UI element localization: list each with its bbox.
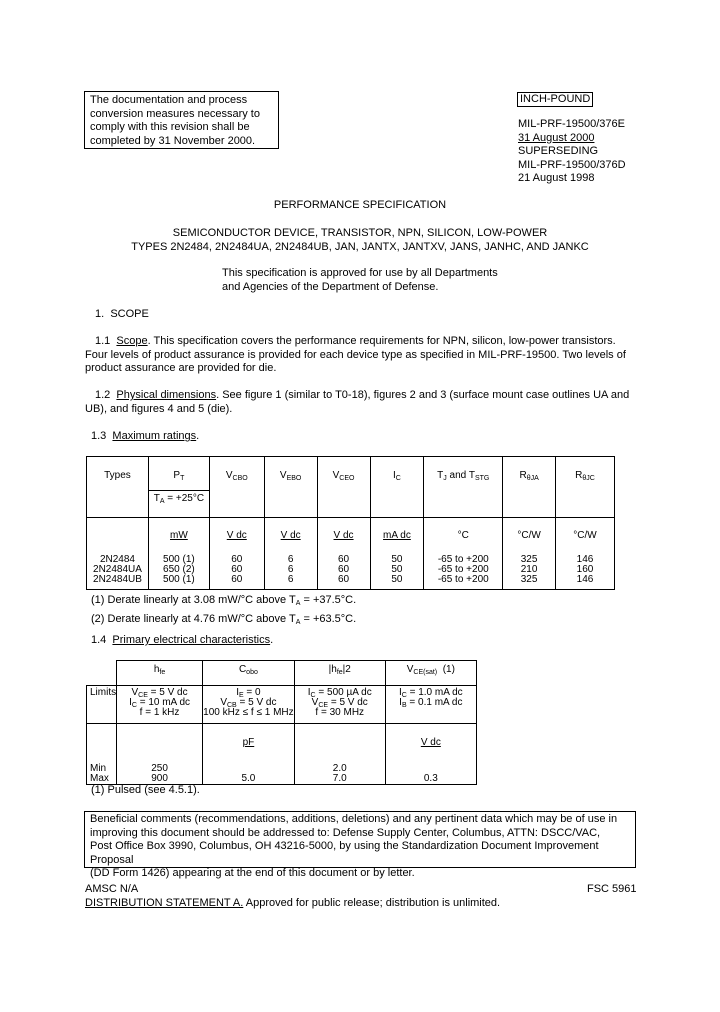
ic-subscript: C (395, 475, 401, 482)
section-1-2 (85, 389, 645, 416)
rja-value: 210 (520, 564, 538, 575)
cond-value: 100 kHz ≤ f ≤ 1 MHz (203, 707, 294, 718)
header-ic (370, 457, 424, 518)
tj-value: -65 to +200 (437, 554, 489, 565)
previous-document-date: 21 August 1998 (518, 172, 595, 184)
header-ta (148, 491, 209, 518)
document-id-block (518, 118, 626, 186)
limits-label: Limits (90, 687, 117, 698)
ic-value: 50 (391, 574, 403, 585)
pt-symbol: P (173, 470, 181, 481)
vceo-symbol: V (332, 470, 340, 481)
previous-document-number: MIL-PRF-19500/376D (518, 158, 626, 171)
tstg-subscript: STG (474, 475, 490, 482)
section-number: 1.1 (95, 335, 111, 347)
cond-value: = 0 (243, 687, 261, 698)
cond-value: = 500 µA dc (315, 687, 372, 698)
cond-value: = 5 V dc (328, 697, 368, 708)
note-text: = +37.5°C. (300, 594, 357, 606)
rjc-value: 146 (576, 574, 594, 585)
cond-symbol: V (220, 697, 227, 708)
cond-subscript: C (310, 692, 316, 699)
types-column (87, 518, 149, 590)
tj-symbol: T (437, 470, 444, 481)
cond-subscript: CE (138, 692, 148, 699)
revision-notice-box (84, 91, 279, 149)
document-subject (0, 227, 720, 254)
distribution-statement (85, 897, 500, 911)
section-title: Scope (116, 335, 148, 347)
vceo-value: 60 (337, 554, 350, 565)
notice-line: conversion measures necessary to (90, 107, 260, 120)
electrical-note: (1) Pulsed (see 4.5.1). (91, 784, 200, 796)
device-type: 2N2484UB (93, 574, 142, 585)
min-label: Min (90, 763, 107, 774)
section-text: Four levels of product assurance is provided for each device type as specified in MIL-PRF-19500. Two levels of (85, 348, 626, 361)
section-title: Primary electrical characteristics (112, 634, 271, 646)
cond-symbol: V (311, 697, 319, 708)
section-text: product assurance are provided for die. (85, 362, 277, 374)
comments-line: Post Office Box 3990, Columbus, OH 43216-5000, by using the Standardization Document Improvement Proposal (90, 840, 599, 866)
approval-line-2: and Agencies of the Department of Defense. (222, 280, 439, 293)
hfe-min-value: 250 (151, 763, 168, 774)
ta-symbol: T (153, 493, 160, 504)
unit-label: °C/W (517, 530, 541, 541)
header-vcbo (209, 457, 264, 518)
vce-max-value: 0.3 (423, 773, 438, 784)
document-title: PERFORMANCE SPECIFICATION (273, 199, 447, 211)
ic-column (370, 518, 424, 590)
header-types (87, 457, 149, 518)
vcbo-symbol: V (225, 470, 233, 481)
tstg-symbol: and T (446, 470, 475, 481)
cobo-symbol: C (238, 664, 247, 675)
maximum-ratings-table (86, 456, 615, 590)
hfe-subscript: fe (159, 669, 166, 676)
section-1-heading (95, 308, 149, 322)
vebo-symbol: V (279, 470, 287, 481)
cond-value: = 10 mA dc (136, 697, 191, 708)
cond-value: = 1.0 mA dc (406, 687, 463, 698)
unit-label: V dc (280, 530, 301, 541)
cond-subscript: CE (318, 702, 329, 709)
limits-label-cell (87, 686, 117, 724)
hfe-symbol: h (153, 664, 160, 675)
document-date: 31 August 2000 (518, 131, 595, 144)
vcbo-value: 60 (231, 564, 243, 575)
approval-line-1: This specification is approved for use by all Departments (222, 267, 498, 279)
section-title: SCOPE (110, 308, 149, 320)
empty-corner (87, 661, 117, 686)
section-number: 1.3 (91, 430, 107, 442)
vebo-subscript: EBO (286, 475, 302, 482)
cond-subscript: C (401, 692, 407, 699)
ta-value: = +25°C (164, 493, 205, 504)
hfe2-suffix: |2 (342, 664, 351, 675)
ta-subscript: A (159, 498, 165, 505)
cobo-conditions (202, 686, 294, 724)
cond-value: = 5 V dc (236, 697, 277, 708)
cond-symbol: I (399, 697, 402, 708)
punctuation: . (196, 430, 200, 442)
punctuation: . (270, 634, 274, 646)
header-rja (503, 457, 556, 518)
section-1-1 (85, 335, 645, 376)
vceo-value: 60 (337, 564, 350, 575)
vce-conditions (385, 686, 476, 724)
rjc-value: 146 (576, 554, 594, 565)
vceo-value: 60 (337, 574, 350, 585)
unit-label: V dc (333, 530, 354, 541)
header-tj-tstg (424, 457, 503, 518)
section-text: . This specification covers the performance requirements for NPN, silicon, low-power transistors. (147, 335, 616, 347)
cond-symbol: I (307, 687, 311, 698)
subject-line-1: SEMICONDUCTOR DEVICE, TRANSISTOR, NPN, SILICON, LOW-POWER (172, 227, 548, 239)
vce-limits (385, 724, 476, 785)
rja-column (503, 518, 556, 590)
max-label: Max (90, 773, 109, 784)
vcbo-column (209, 518, 264, 590)
cond-value: = 0.1 mA dc (406, 697, 463, 708)
hfe2-min-value: 2.0 (332, 763, 347, 774)
hfe-max-value: 900 (151, 773, 168, 784)
hfe2-symbol: |h (328, 664, 337, 675)
vce-symbol: V (406, 664, 414, 675)
tj-value: -65 to +200 (437, 574, 489, 585)
pt-subscript: T (180, 475, 185, 482)
unit-label: pF (242, 737, 255, 748)
rjc-symbol: R (575, 470, 583, 481)
section-text: UB), and figures 4 and 5 (die). (85, 402, 233, 415)
rjc-subscript: θJC (582, 475, 595, 482)
header-hfe (117, 661, 203, 686)
hfe-conditions (117, 686, 203, 724)
hfe-limits (117, 724, 203, 785)
cond-symbol: I (236, 687, 239, 698)
vce-footnote: (1) (442, 664, 455, 675)
pt-value: 500 (1) (163, 554, 195, 565)
cond-subscript: E (238, 692, 244, 699)
note-subscript: A (295, 618, 301, 626)
inch-pound-label: INCH-POUND (517, 92, 593, 107)
ic-value: 50 (391, 554, 403, 565)
vcbo-subscript: CBO (232, 475, 248, 482)
hfe2-max-value: 7.0 (332, 773, 347, 784)
note-text: (2) Derate linearly at 4.76 mW/°C above T (91, 612, 296, 625)
ic-symbol: I (393, 470, 396, 481)
hfe2-limits (294, 724, 385, 785)
pt-value: 500 (1) (163, 574, 195, 585)
vcbo-value: 60 (231, 574, 243, 585)
unit-label: °C (457, 530, 469, 541)
section-title: Maximum ratings (112, 430, 197, 442)
rja-value: 325 (520, 554, 538, 565)
header-hfe-magnitude (294, 661, 385, 686)
fsc-label: FSC 5961 (587, 883, 637, 895)
rja-value: 325 (520, 574, 538, 585)
header-types-label: Types (104, 470, 131, 481)
hfe2-subscript: fe (336, 669, 343, 676)
cond-subscript: C (131, 702, 137, 709)
rja-subscript: θJA (526, 475, 539, 482)
pt-value: 650 (2) (163, 564, 195, 575)
superseding-label: SUPERSEDING (518, 145, 599, 157)
cond-value: f = 1 kHz (139, 707, 180, 718)
unit-label: mA dc (383, 530, 411, 541)
device-type: 2N2484 (99, 554, 135, 565)
tj-column (424, 518, 503, 590)
amsc-label: AMSC N/A (85, 883, 139, 895)
approval-statement (222, 267, 498, 294)
notice-line: comply with this revision shall be (90, 121, 250, 133)
pt-column (148, 518, 209, 590)
vceo-subscript: CEO (339, 475, 355, 482)
section-number: 1.4 (91, 634, 107, 646)
vebo-column (264, 518, 317, 590)
hfe2-conditions (294, 686, 385, 724)
ratings-notes (91, 594, 356, 629)
cond-value: f = 30 MHz (315, 707, 365, 718)
unit-label: °C/W (573, 530, 597, 541)
section-1-3-heading (91, 430, 199, 444)
header-vceo (317, 457, 370, 518)
cond-subscript: B (401, 702, 407, 709)
comments-box (84, 811, 636, 879)
header-vebo (264, 457, 317, 518)
cond-symbol: V (131, 687, 139, 698)
notice-line: completed by 31 November 2000. (90, 134, 256, 147)
section-1-4-heading (91, 634, 273, 648)
header-vcesat (385, 661, 476, 686)
cond-subscript: CB (226, 702, 237, 709)
rja-symbol: R (519, 470, 527, 481)
section-title: Physical dimensions (116, 389, 217, 401)
device-type: 2N2484UA (93, 564, 142, 575)
min-max-labels (87, 724, 117, 785)
cobo-subscript: obo (246, 669, 258, 676)
ratings-note-2 (91, 613, 356, 630)
unit-label: mW (170, 530, 188, 541)
header-cobo (202, 661, 294, 686)
vebo-value: 6 (287, 564, 294, 575)
electrical-characteristics-table (86, 660, 477, 785)
vebo-value: 6 (287, 574, 294, 585)
tj-subscript: J (443, 475, 447, 482)
cobo-limits (202, 724, 294, 785)
vcbo-value: 60 (231, 554, 243, 565)
subject-line-2: TYPES 2N2484, 2N2484UA, 2N2484UB, JAN, JANTX, JANTXV, JANS, JANHC, AND JANKC (131, 240, 589, 253)
cond-symbol: I (398, 687, 402, 698)
distribution-text: Approved for public release; distribution is unlimited. (243, 897, 501, 909)
distribution-label: DISTRIBUTION STATEMENT A. (85, 897, 244, 909)
section-number: 1. (95, 308, 105, 320)
ratings-note-1 (91, 594, 356, 611)
vebo-value: 6 (287, 554, 294, 565)
header-rjc (556, 457, 615, 518)
vce-subscript: CE(sat) (413, 669, 438, 676)
note-subscript: A (295, 600, 301, 607)
comments-line: improving this document should be addressed to: Defense Supply Center, Columbus, ATTN: DSCC/VAC, (90, 826, 601, 839)
cond-value: = 5 V dc (147, 687, 188, 698)
unit-label: V dc (420, 737, 441, 748)
unit-label: V dc (226, 530, 247, 541)
cond-symbol: I (129, 697, 132, 708)
rjc-column (556, 518, 615, 590)
note-text: = +63.5°C. (300, 612, 357, 625)
cobo-max-value: 5.0 (241, 773, 256, 784)
comments-line: Beneficial comments (recommendations, additions, deletions) and any pertinent data which may be of use in (90, 813, 618, 825)
document-number: MIL-PRF-19500/376E (518, 118, 625, 130)
header-pt (148, 457, 209, 491)
rjc-value: 160 (576, 564, 594, 575)
notice-line: The documentation and process (90, 94, 248, 106)
comments-line: (DD Form 1426) appearing at the end of this document or by letter. (90, 867, 415, 879)
ic-value: 50 (391, 564, 403, 575)
note-text: (1) Derate linearly at 3.08 mW/°C above T (91, 594, 296, 606)
section-text: . See figure 1 (similar to T0-18), figures 2 and 3 (surface mount case outlines UA and (216, 389, 630, 401)
vceo-column (317, 518, 370, 590)
section-number: 1.2 (95, 389, 111, 401)
tj-value: -65 to +200 (437, 564, 489, 575)
